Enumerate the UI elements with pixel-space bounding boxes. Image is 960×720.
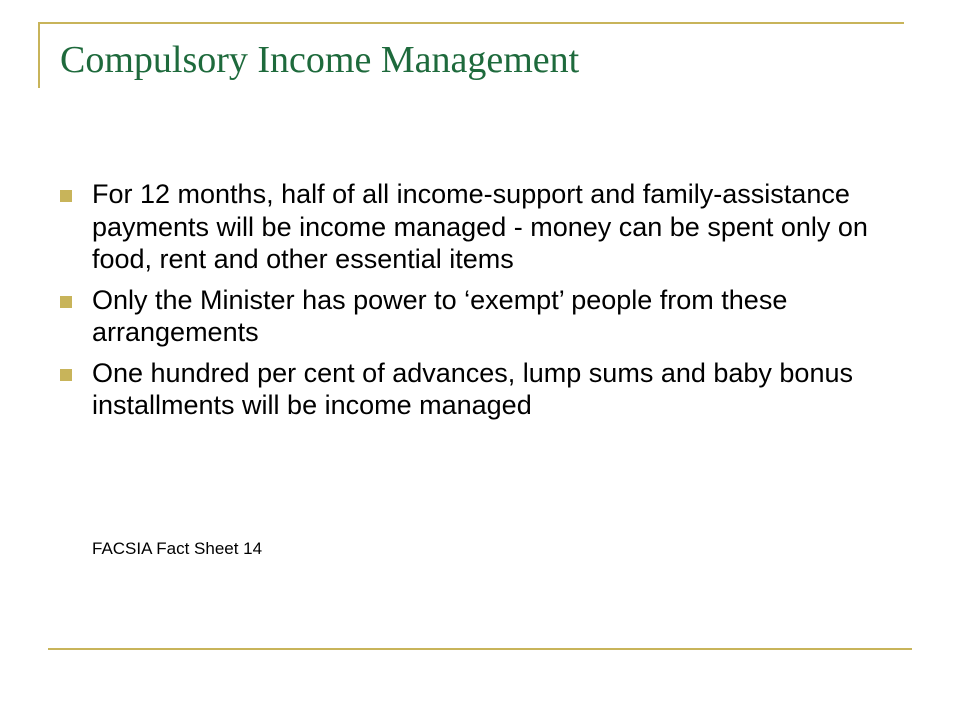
- bullet-text: Only the Minister has power to ‘exempt’ people from these arrangements: [92, 284, 788, 347]
- bullet-text: One hundred per cent of advances, lump sums and baby bonus installments will be income managed: [92, 357, 853, 420]
- square-bullet-icon: [60, 369, 72, 381]
- slide-title: Compulsory Income Management: [60, 39, 580, 81]
- left-rule: [38, 22, 40, 88]
- bottom-rule: [48, 648, 912, 650]
- source-citation: FACSIA Fact Sheet 14: [92, 539, 263, 558]
- square-bullet-icon: [60, 296, 72, 308]
- bullet-item: [60, 284, 920, 349]
- square-bullet-icon: [60, 190, 72, 202]
- top-rule: [40, 22, 904, 24]
- bullet-list: [60, 178, 920, 430]
- bullet-text: For 12 months, half of all income-support and family-assistance payments will be income managed - money can be spent only on food, rent and other essential items: [92, 179, 868, 274]
- bullet-item: [60, 178, 920, 276]
- bullet-item: [60, 357, 920, 422]
